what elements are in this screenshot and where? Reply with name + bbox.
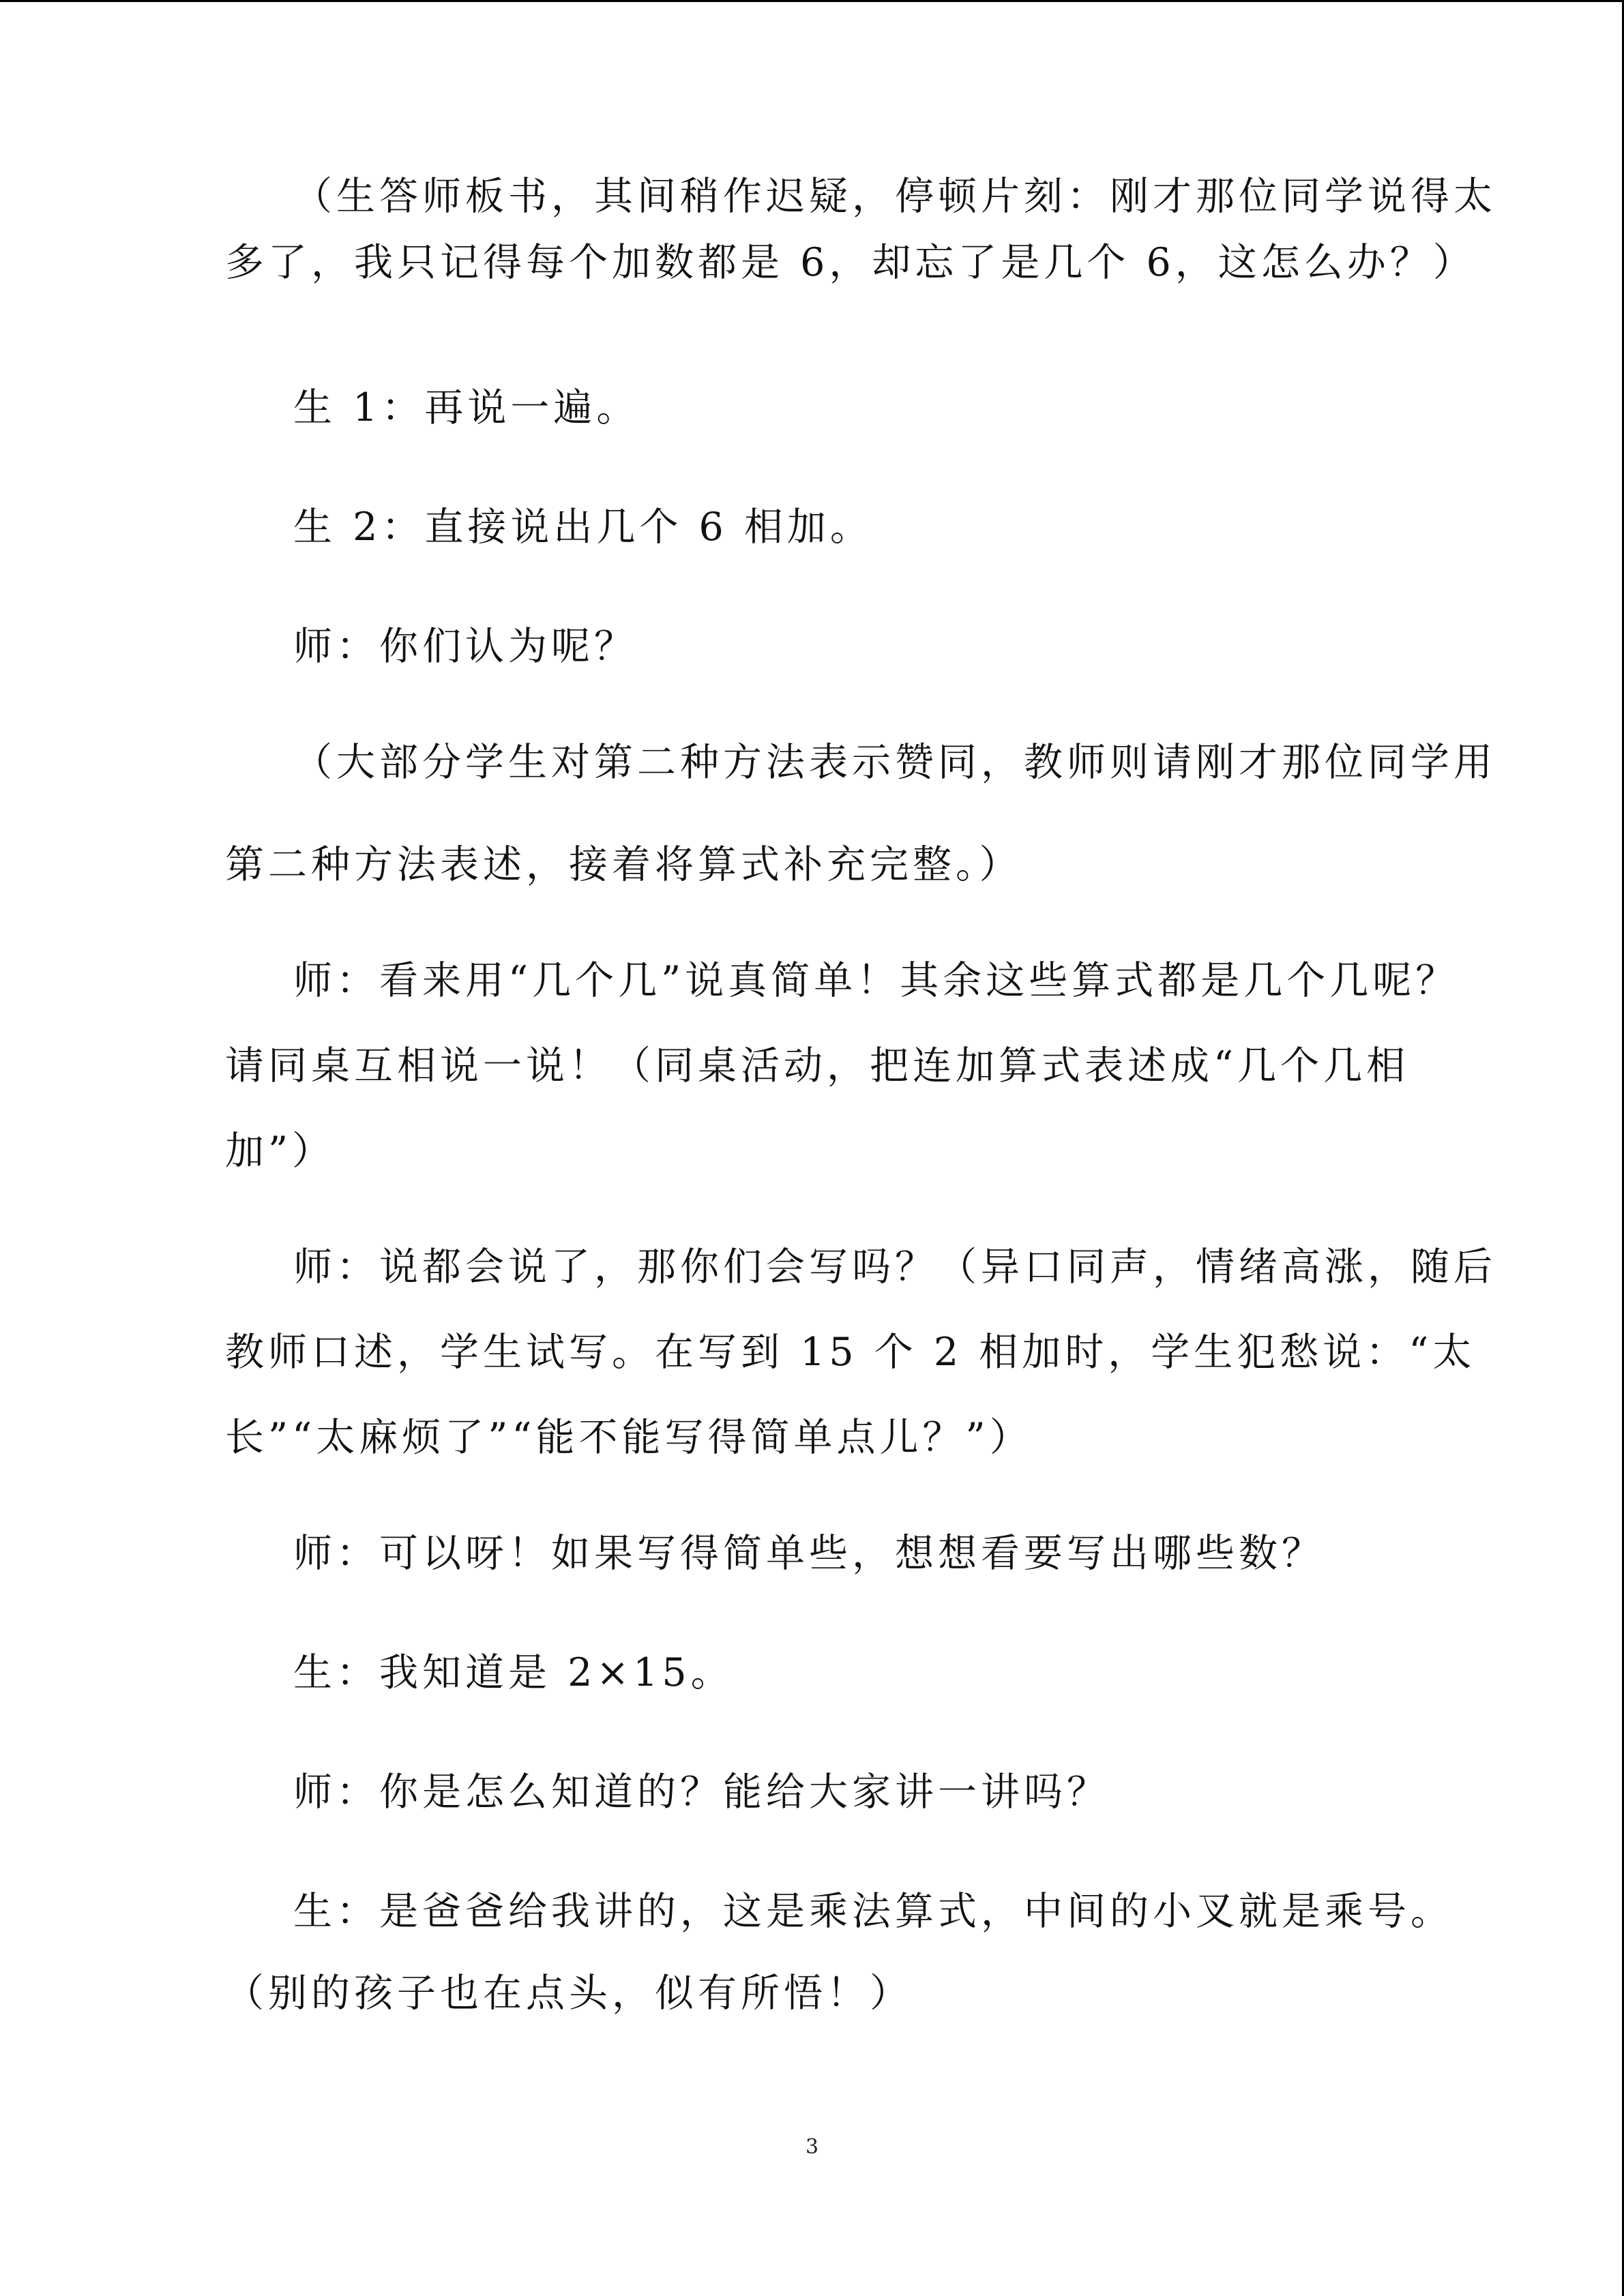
paragraph-11 bbox=[157, 1891, 1470, 2055]
paragraph-7-line-2: 教师口述，学生试写。在写到 15 个 2 相加时，学生犯愁说：“太 bbox=[225, 1330, 1476, 1375]
paragraph-11-line-2: （别的孩子也在点头，似有所悟！） bbox=[225, 1971, 913, 2016]
paragraph-6-line-3: 加”） bbox=[225, 1129, 336, 1174]
paragraph-4 bbox=[157, 626, 1470, 749]
paragraph-8 bbox=[157, 1533, 1470, 1656]
paragraph-5-line-2: 第二种方法表述，接着将算式补充完整。） bbox=[225, 842, 1022, 887]
paragraph-5-line-1: （大部分学生对第二种方法表示赞同，教师则请刚才那位同学用 bbox=[293, 740, 1496, 785]
paragraph-11-line-1: 生：是爸爸给我讲的，这是乘法算式，中间的小叉就是乘号。 bbox=[293, 1889, 1453, 1934]
paragraph-1-line-2: 多了，我只记得每个加数都是 6，却忘了是几个 6，这怎么办？） bbox=[225, 240, 1476, 285]
paragraph-3-line-1: 生 2：直接说出几个 6 相加。 bbox=[293, 505, 873, 550]
paragraph-5 bbox=[157, 740, 1496, 906]
paragraph-6-line-2: 请同桌互相说一说！（同桌活动，把连加算式表述成“几个几相 bbox=[225, 1043, 1410, 1088]
page-number: 3 bbox=[805, 2135, 819, 2159]
paragraph-1-line-1: （生答师板书，其间稍作迟疑，停顿片刻：刚才那位同学说得太 bbox=[293, 174, 1496, 219]
paragraph-8-line-1: 师：可以呀！如果写得简单些，想想看要写出哪些数？ bbox=[293, 1531, 1325, 1576]
paragraph-7-line-3: 长”“太麻烦了”“能不能写得简单点儿？”） bbox=[225, 1415, 1033, 1460]
paragraph-9 bbox=[157, 1652, 1470, 1775]
paragraph-7 bbox=[157, 1244, 1496, 1460]
paragraph-10 bbox=[157, 1772, 1470, 1894]
paragraph-10-line-1: 师：你是怎么知道的？能给大家讲一讲吗？ bbox=[293, 1770, 1110, 1815]
paragraph-6 bbox=[157, 958, 1470, 1174]
paragraph-3 bbox=[157, 507, 1470, 629]
paragraph-2-line-1: 生 1：再说一遍。 bbox=[293, 385, 640, 430]
paragraph-2 bbox=[157, 387, 1470, 510]
paragraph-9-line-1: 生：我知道是 2×15。 bbox=[293, 1650, 734, 1695]
paragraph-4-line-1: 师：你们认为呢？ bbox=[293, 624, 637, 669]
paragraph-6-line-1: 师：看来用“几个几”说真简单！其余这些算式都是几个几呢？ bbox=[293, 958, 1459, 1003]
paragraph-1 bbox=[157, 174, 1496, 340]
paragraph-7-line-1: 师：说都会说了，那你们会写吗？（异口同声，情绪高涨，随后 bbox=[293, 1244, 1496, 1289]
